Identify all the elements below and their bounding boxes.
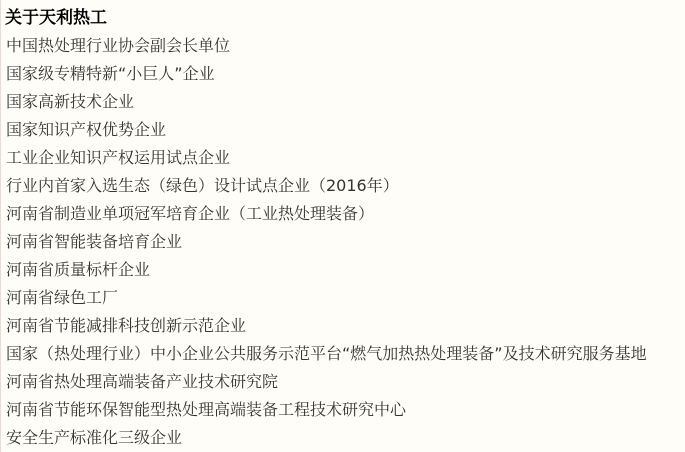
honor-list-item: 安全生产标准化三级企业 (6, 428, 183, 447)
honor-list-item: 河南省制造业单项冠军培育企业（工业热处理装备） (6, 204, 375, 223)
page-left-edge-line (0, 0, 1, 452)
honor-list-item: 国家高新技术企业 (6, 92, 135, 111)
honor-list-item: 国家（热处理行业）中小企业公共服务示范平台“燃气加热热处理装备”及技术研究服务基地 (6, 344, 647, 363)
honor-list-item: 国家级专精特新“小巨人”企业 (6, 64, 215, 83)
honor-list-item: 河南省智能装备培育企业 (6, 232, 183, 251)
honor-list-item: 国家知识产权优势企业 (6, 120, 167, 139)
honor-list (0, 32, 685, 452)
page-title: 关于天利热工 (5, 8, 107, 28)
honor-list-item: 河南省质量标杆企业 (6, 260, 151, 279)
honor-list-item: 工业企业知识产权运用试点企业 (6, 148, 231, 167)
honor-list-item: 河南省节能减排科技创新示范企业 (6, 316, 247, 335)
honor-list-item: 中国热处理行业协会副会长单位 (6, 36, 231, 55)
honor-list-item: 河南省绿色工厂 (6, 288, 119, 307)
honor-list-item: 行业内首家入选生态（绿色）设计试点企业（2016年） (6, 176, 399, 195)
honor-list-item: 河南省热处理高端装备产业技术研究院 (6, 372, 279, 391)
honor-list-item: 河南省节能环保智能型热处理高端装备工程技术研究中心 (6, 400, 407, 419)
